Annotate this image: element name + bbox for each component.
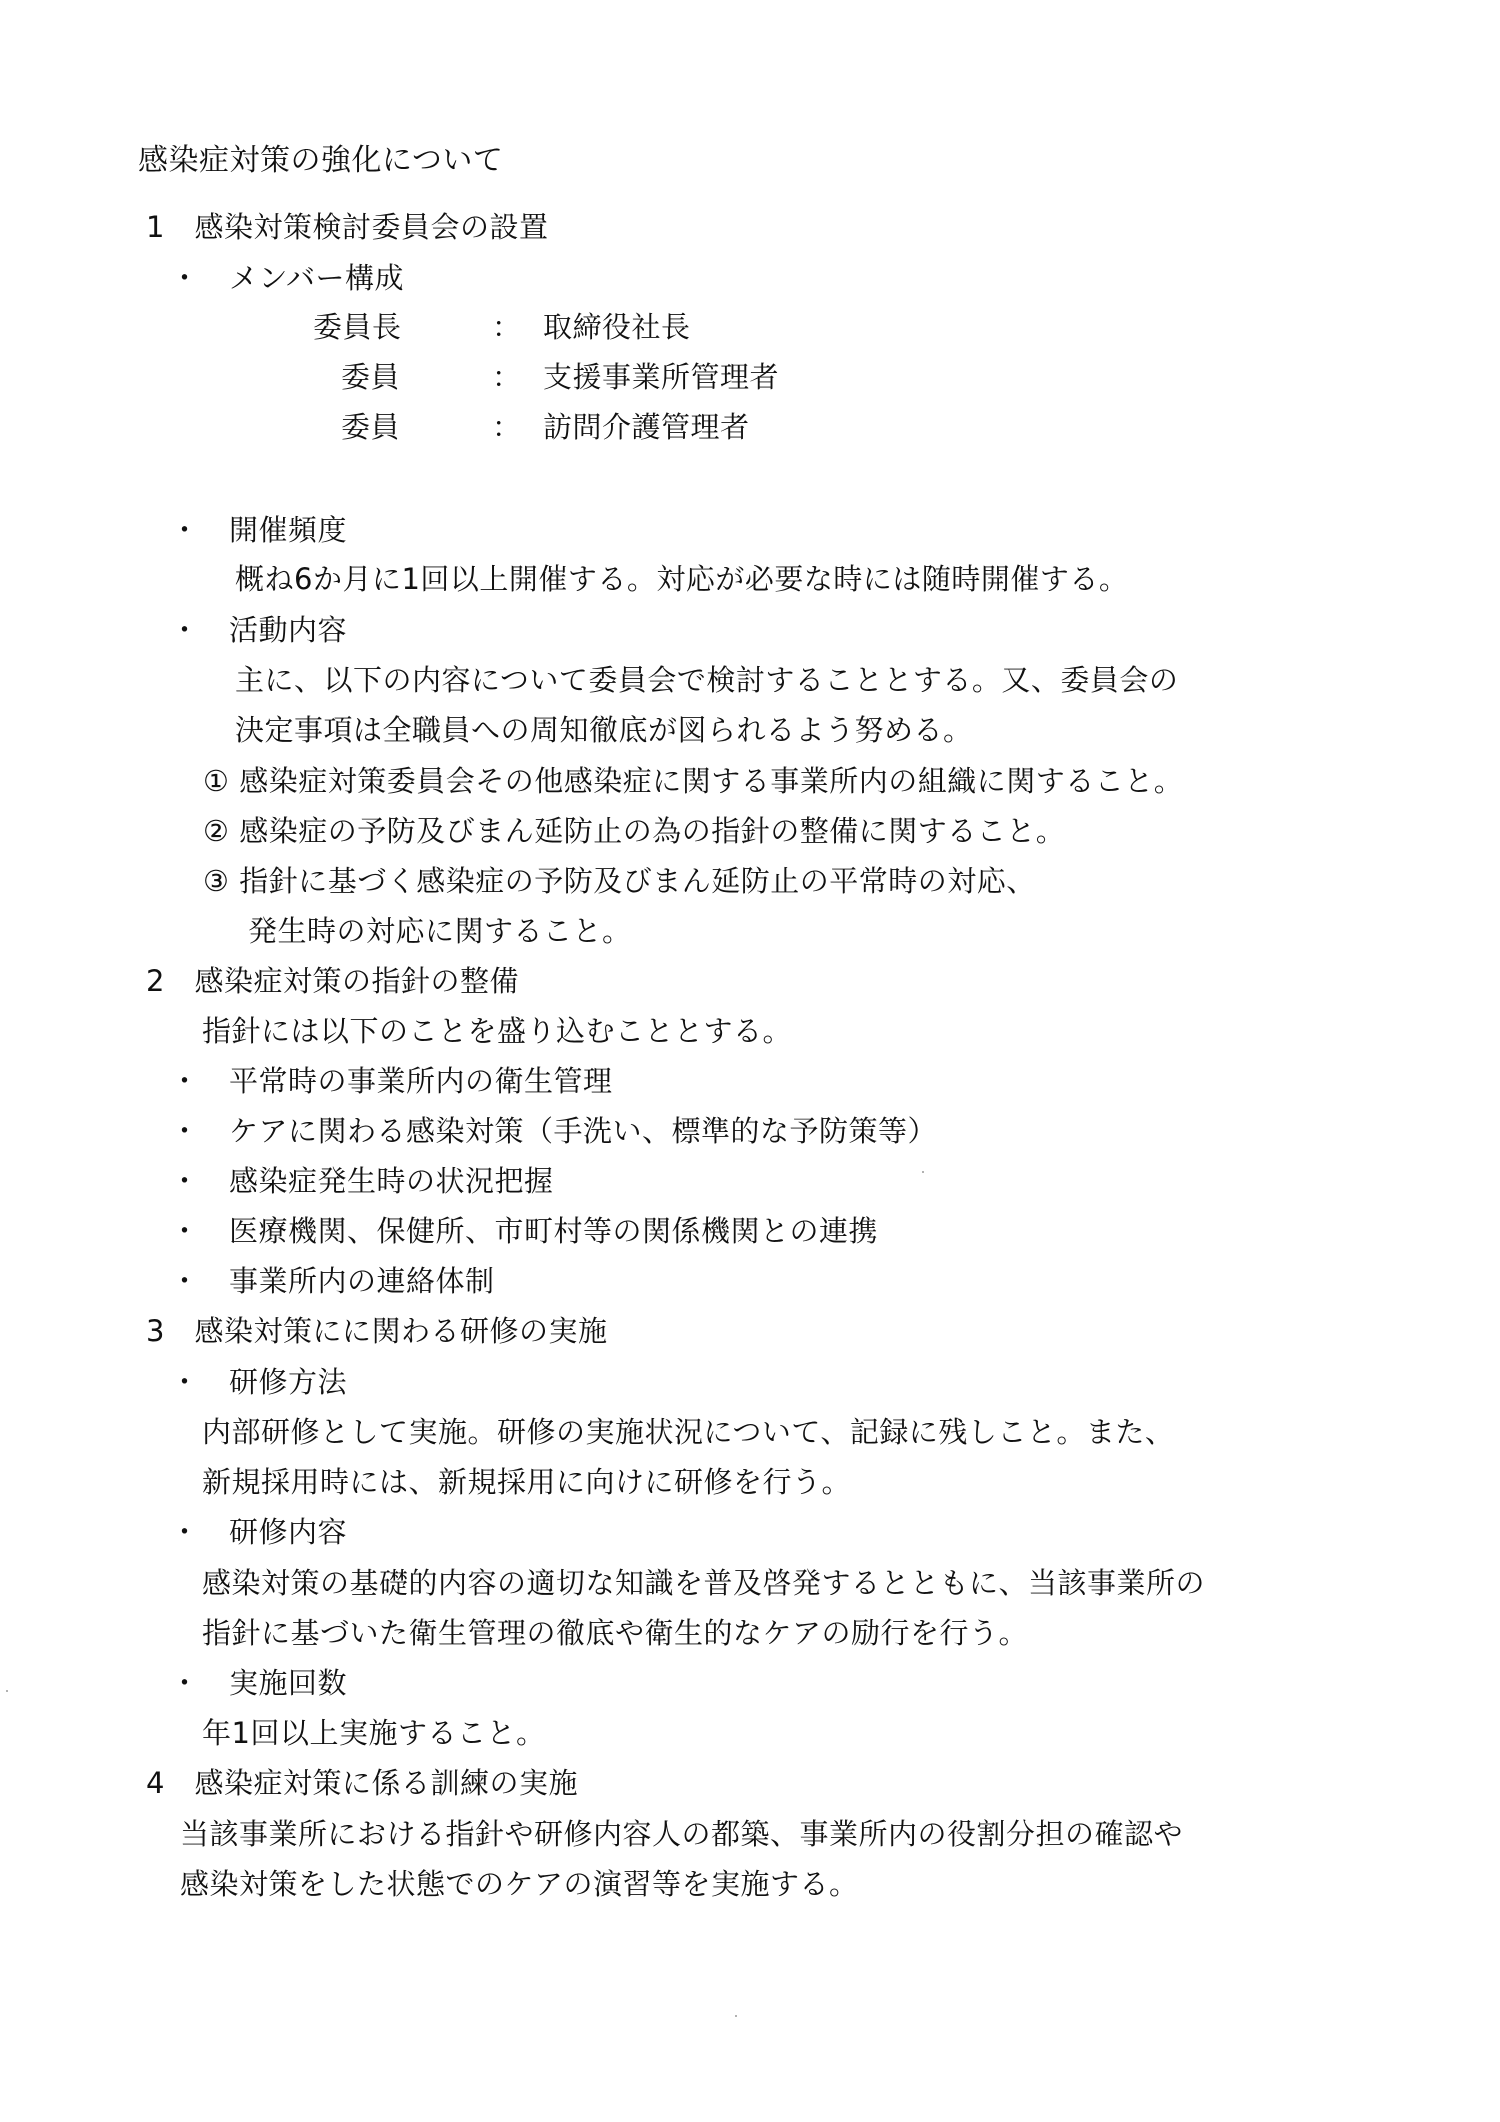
- member-colon: ：: [492, 310, 522, 344]
- member-colon: ：: [492, 410, 522, 444]
- activity-item: ③ 指針に基づく感染症の予防及びまん延防止の平常時の対応、: [203, 864, 1036, 898]
- activity-item-continued: 発生時の対応に関すること。: [248, 914, 632, 948]
- scan-speck: [6, 1690, 8, 1692]
- guideline-bullet: ・ 医療機関、保健所、市町村等の関係機関との連携: [170, 1214, 879, 1248]
- training-method-text: 内部研修として実施。研修の実施状況について、記録に残しこと。また、: [202, 1415, 1175, 1449]
- scan-speck: [735, 2015, 737, 2017]
- activity-text: 決定事項は全職員への周知徹底が図られるよう努める。: [235, 713, 973, 747]
- guideline-bullet: ・ 感染症発生時の状況把握: [170, 1164, 554, 1198]
- drill-text: 感染対策をした状態でのケアの演習等を実施する。: [180, 1867, 859, 1901]
- member-role: 委員長: [313, 310, 402, 344]
- training-content-label: ・ 研修内容: [170, 1515, 348, 1549]
- training-count-label: ・ 実施回数: [170, 1666, 348, 1700]
- member-name: 訪問介護管理者: [543, 410, 750, 444]
- frequency-text: 概ね6か月に1回以上開催する。対応が必要な時には随時開催する。: [235, 562, 1129, 596]
- member-colon: ：: [492, 360, 522, 394]
- member-name: 取締役社長: [543, 310, 691, 344]
- page-title: 感染症対策の強化について: [138, 143, 504, 178]
- training-content-text: 感染対策の基礎的内容の適切な知識を普及啓発するとともに、当該事業所の: [202, 1566, 1206, 1600]
- activity-label: ・ 活動内容: [170, 613, 348, 647]
- guideline-bullet: ・ 平常時の事業所内の衛生管理: [170, 1064, 613, 1098]
- frequency-label: ・ 開催頻度: [170, 513, 348, 547]
- drill-text: 当該事業所における指針や研修内容人の都築、事業所内の役割分担の確認や: [180, 1817, 1184, 1851]
- section-3-heading: 3 感染対策にに関わる研修の実施: [146, 1314, 608, 1348]
- section-4-heading: 4 感染症対策に係る訓練の実施: [146, 1766, 578, 1800]
- guideline-bullet: ・ 事業所内の連絡体制: [170, 1264, 495, 1298]
- member-role: 委員: [341, 410, 401, 444]
- guideline-intro: 指針には以下のことを盛り込むこととする。: [202, 1014, 793, 1048]
- activity-text: 主に、以下の内容について委員会で検討することとする。又、委員会の: [235, 663, 1179, 697]
- training-content-text: 指針に基づいた衛生管理の徹底や衛生的なケアの励行を行う。: [202, 1616, 1029, 1650]
- scan-speck: [922, 1171, 924, 1173]
- members-label: ・ メンバー構成: [170, 261, 404, 295]
- activity-item: ② 感染症の予防及びまん延防止の為の指針の整備に関すること。: [203, 814, 1066, 848]
- training-method-text: 新規採用時には、新規採用に向けに研修を行う。: [202, 1465, 852, 1499]
- member-name: 支援事業所管理者: [543, 360, 780, 394]
- training-count-text: 年1回以上実施すること。: [202, 1716, 546, 1750]
- member-role: 委員: [341, 360, 401, 394]
- guideline-bullet: ・ ケアに関わる感染対策（手洗い、標準的な予防策等）: [170, 1114, 938, 1148]
- activity-item: ① 感染症対策委員会その他感染症に関する事業所内の組織に関すること。: [203, 764, 1184, 798]
- section-2-heading: 2 感染症対策の指針の整備: [146, 964, 519, 998]
- training-method-label: ・ 研修方法: [170, 1365, 348, 1399]
- section-1-heading: 1 感染対策検討委員会の設置: [146, 210, 549, 244]
